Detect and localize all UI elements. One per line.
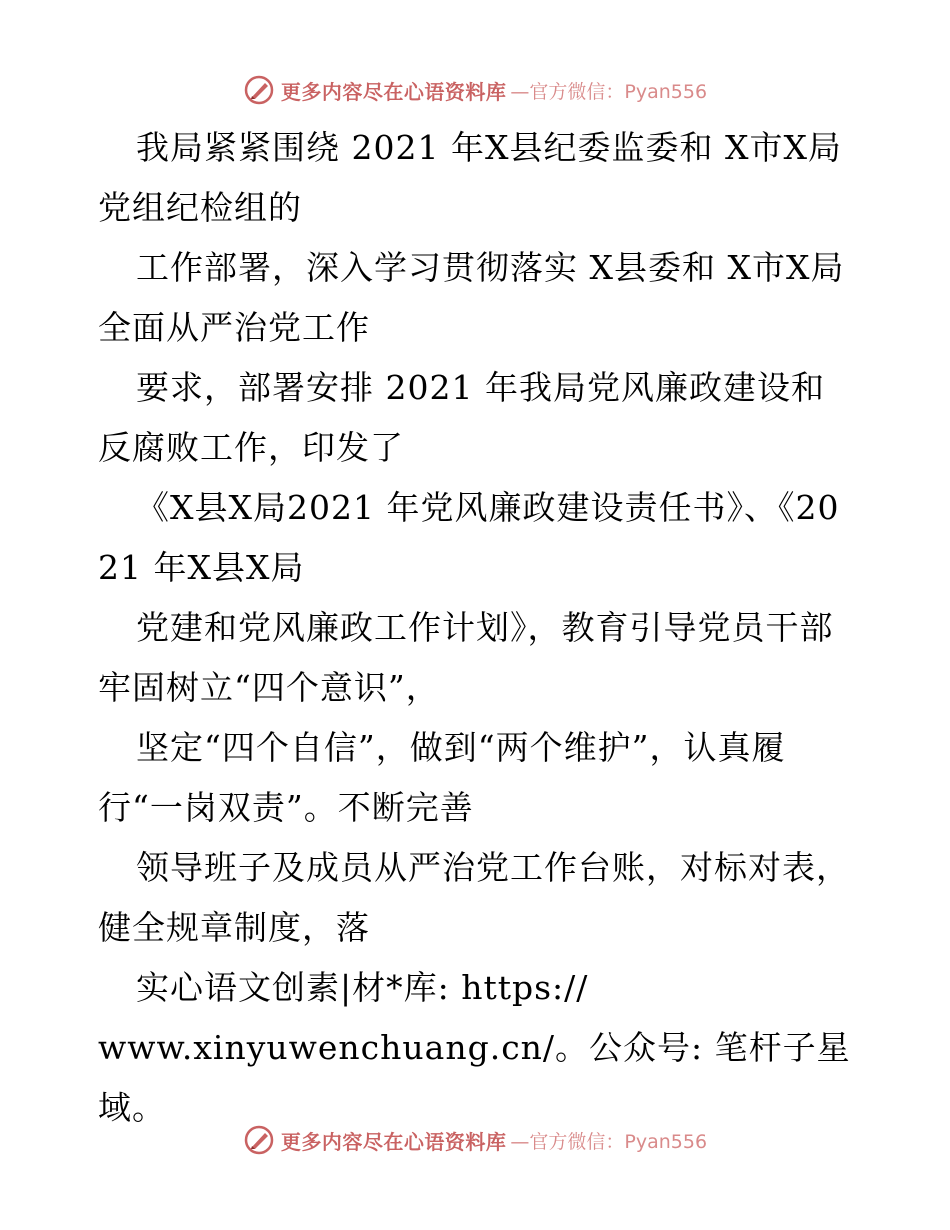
quill-logo-icon — [243, 74, 275, 106]
banner-brand-text: 更多内容尽在心语资料库 — [280, 79, 507, 104]
document-body — [98, 118, 858, 1138]
paragraph: 要求，部署安排 2021 年我局党风廉政建设和反腐败工作，印发了 — [98, 368, 825, 467]
paragraph: 坚定“四个自信”，做到“两个维护”，认真履行“一岗双责”。不断完善 — [98, 728, 786, 827]
paragraph: 领导班子及成员从严治党工作台账，对标对表，健全规章制度，落 — [98, 848, 850, 947]
banner-contact-text: —官方微信：Pyan556 — [510, 1130, 708, 1153]
paragraph: 工作部署，深入学习贯彻落实 X县委和 X市X局全面从严治党工作 — [98, 248, 845, 347]
footer-banner — [0, 1120, 950, 1160]
paragraph: 党建和党风廉政工作计划》，教育引导党员干部牢固树立“四个意识”， — [98, 608, 834, 707]
paragraph: 《X县X局2021 年党风廉政建设责任书》、《2021 年X县X局 — [98, 488, 840, 587]
paragraph: www.xinyuwenchuang.cn/。公众号: 笔杆子星域。 — [98, 1028, 851, 1127]
quill-logo-icon — [243, 1124, 275, 1156]
banner-contact-text: —官方微信：Pyan556 — [510, 80, 708, 103]
paragraph: 实心语文创素|材*库: https:// — [136, 968, 589, 1007]
header-banner — [0, 70, 950, 110]
paragraph: 我局紧紧围绕 2021 年X县纪委监委和 X市X局党组纪检组的 — [98, 128, 842, 227]
banner-brand-text: 更多内容尽在心语资料库 — [280, 1129, 507, 1154]
